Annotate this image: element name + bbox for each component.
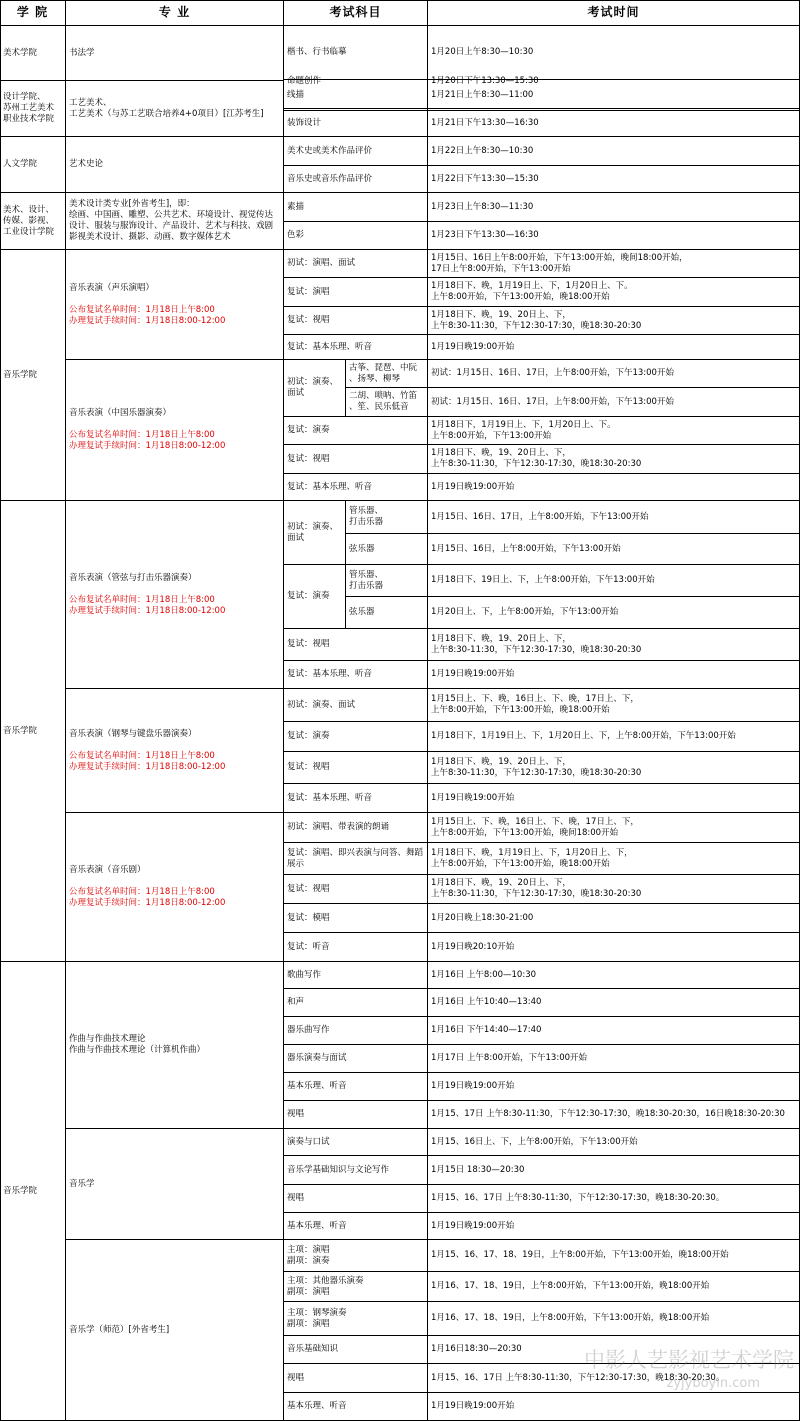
subject-cell: 素描 (284, 193, 428, 222)
time-cell: 1月20日下午13:30—15:30 (428, 54, 800, 109)
time-cell: 1月15日 18:30—20:30 (428, 1156, 800, 1185)
time-cell: 1月18日下、晚，1月19日上、下，1月20日上、下， 上午8:00开始，下午13:00开始，晚18:00开始 (428, 843, 800, 875)
subject-cell: 复试：视唱 (284, 752, 428, 784)
time-cell: 1月20日上、下，上午8:00开始，下午13:00开始 (428, 597, 800, 629)
subject-cell: 复试：演奏 (284, 722, 428, 752)
time-cell: 1月18日下、晚，19、20日上、下， 上午8:30-11:30，下午12:30-17:30，晚18:30-20:30 (428, 752, 800, 784)
time-cell: 1月15、16、17日 上午8:30-11:30，下午12:30-17:30，晚18:30-20:30。 (428, 1185, 800, 1213)
subject-cell: 视唱 (284, 1364, 428, 1393)
time-cell: 1月18日下、晚，19、20日上、下， 上午8:30-11:30，下午12:30-17:30，晚18:30-20:30 (428, 445, 800, 474)
major-cell (66, 360, 284, 501)
time-cell: 1月19日晚19:00开始 (428, 661, 800, 689)
time-cell: 1月18日下，1月19日上、下，1月20日上、下，上午8:00开始，下午13:00开始 (428, 722, 800, 752)
time-cell: 1月18日下、晚，19、20日上、下， 上午8:30-11:30，下午12:30-17:30，晚18:30-20:30 (428, 629, 800, 661)
time-cell: 1月18日下、晚，1月19日上、下，1月20日上、下。 上午8:00开始，下午13:00开始，晚18:00开始 (428, 278, 800, 307)
subject-cell: 古筝、琵琶、中阮 、扬琴、柳琴 (346, 360, 428, 388)
subject-cell: 复试：模唱 (284, 904, 428, 933)
subject-cell: 复试：视唱 (284, 875, 428, 904)
header-college-cell: 学 院 (0, 0, 66, 26)
major-cell: 工艺美术、 工艺美术（与苏工艺联合培养4+0项目）[江苏考生] (66, 81, 284, 137)
time-cell: 1月15日上、下、晚，16日上、下、晚，17日上、下， 上午8:00开始，下午13:00开始，晚间18:00开始 (428, 813, 800, 843)
subject-cell: 初试：演唱、面试 (284, 250, 428, 278)
subject-cell: 复试：基本乐理、听音 (284, 661, 428, 689)
major-cell: 作曲与作曲技术理论 作曲与作曲技术理论（计算机作曲） (66, 962, 284, 1129)
subject-cell: 弦乐器 (346, 534, 428, 565)
retest-notice: 公布复试名单时间：1月18日上午8:00 办理复试手续时间：1月18日8:00-12:00 (69, 887, 226, 908)
subject-cell: 音乐基础知识 (284, 1336, 428, 1364)
subject-cell: 初试：演奏、 面试 (284, 360, 346, 417)
time-cell: 1月16日 下午14:40—17:40 (428, 1017, 800, 1045)
time-cell: 1月20日晚上18:30-21:00 (428, 904, 800, 933)
time-cell: 1月15日、16日、17日，上午8:00开始，下午13:00开始 (428, 501, 800, 534)
subject-cell: 基本乐理、听音 (284, 1073, 428, 1101)
college-cell: 音乐学院 (0, 250, 66, 501)
time-cell: 1月15、17日 上午8:30-11:30，下午12:30-17:30，晚18:30-20:30，16日晚18:30-20:30 (428, 1101, 800, 1129)
subject-cell: 主项：钢琴演奏 副项：演唱 (284, 1302, 428, 1336)
subject-cell: 管乐器、 打击乐器 (346, 501, 428, 534)
time-cell: 1月22日下午13:30—15:30 (428, 166, 800, 193)
subject-cell: 装饰设计 (284, 111, 428, 137)
subject-cell: 歌曲写作 (284, 962, 428, 989)
time-cell: 1月19日晚20:10开始 (428, 933, 800, 962)
major-name: 音乐表演（管弦与打击乐器演奏） (69, 572, 197, 583)
subject-cell: 复试：基本乐理、听音 (284, 335, 428, 360)
time-cell: 1月16、17、18、19日，上午8:00开始，下午13:00开始，晚18:00开始 (428, 1302, 800, 1336)
college-cell: 人文学院 (0, 137, 66, 193)
retest-notice: 公布复试名单时间：1月18日上午8:00 办理复试手续时间：1月18日8:00-12:00 (69, 594, 226, 616)
major-cell: 书法学 (66, 26, 284, 81)
college-cell: 设计学院、 苏州工艺美术 职业技术学院 (0, 81, 66, 137)
header-major-cell: 专 业 (66, 0, 284, 26)
major-cell: 美术设计类专业[外省考生]，即： 绘画、中国画、雕塑、公共艺术、环境设计、视觉传达设计、服装与服饰设计、产品设计、艺术与科技、戏剧影视美术设计、摄影、动画、数字媒体艺术 (66, 193, 284, 250)
subject-cell: 主项：演唱 副项：演奏 (284, 1240, 428, 1272)
subject-cell: 复试：视唱 (284, 629, 428, 661)
major-cell: 音乐学（师范）[外省考生] (66, 1240, 284, 1421)
time-cell: 1月16日18:30—20:30 (428, 1336, 800, 1364)
subject-cell: 弦乐器 (346, 597, 428, 629)
subject-cell: 初试：演唱、带表演的朗诵 (284, 813, 428, 843)
time-cell: 1月17日 上午8:00开始，下午13:00开始 (428, 1045, 800, 1073)
subject-cell: 管乐器、 打击乐器 (346, 565, 428, 597)
subject-cell: 主项：其他器乐演奏 副项：演唱 (284, 1272, 428, 1302)
time-cell: 1月20日上午8:30—10:30 (428, 26, 800, 80)
subject-cell: 视唱 (284, 1185, 428, 1213)
time-cell: 1月15、16、17日 上午8:30-11:30，下午12:30-17:30，晚18:30-20:30。 (428, 1364, 800, 1393)
subject-cell: 美术史或美术作品评价 (284, 137, 428, 166)
header-time-cell: 考试时间 (428, 0, 800, 26)
time-cell: 1月15日、16日上午8:00开始，下午13:00开始，晚间18:00开始， 17日上午8:00开始，下午13:00开始 (428, 250, 800, 278)
college-cell: 音乐学院 (0, 501, 66, 962)
major-name: 音乐表演（中国乐器演奏） (69, 408, 172, 418)
time-cell: 1月19日晚19:00开始 (428, 335, 800, 360)
time-cell: 1月22日上午8:30—10:30 (428, 137, 800, 166)
subject-cell: 器乐曲写作 (284, 1017, 428, 1045)
time-cell: 1月15、16日上、下，上午8:00开始，下午13:00开始 (428, 1129, 800, 1156)
watermark-text: 中影人艺影视艺术学院 (584, 1348, 794, 1372)
subject-cell: 色彩 (284, 222, 428, 250)
time-cell: 1月16、17、18、19日，上午8:00开始，下午13:00开始，晚18:00开始 (428, 1272, 800, 1302)
subject-cell: 复试：演奏 (284, 565, 346, 629)
major-name: 音乐表演（声乐演唱） (69, 282, 155, 293)
subject-cell: 复试：基本乐理、听音 (284, 784, 428, 813)
time-cell: 1月18日下、晚，19、20日上、下， 上午8:30-11:30，下午12:30-17:30，晚18:30-20:30 (428, 307, 800, 335)
major-cell (66, 813, 284, 962)
major-cell (66, 689, 284, 813)
subject-cell: 复试：基本乐理、听音 (284, 474, 428, 501)
subject-cell: 视唱 (284, 1101, 428, 1129)
time-cell: 初试：1月15日、16日、17日，上午8:00开始，下午13:00开始 (428, 388, 800, 417)
time-cell: 1月21日上午8:30—11:00 (428, 81, 800, 111)
major-name: 音乐表演（钢琴与键盘乐器演奏） (69, 728, 197, 739)
time-cell: 1月18日下、19日上、下，上午8:00开始，下午13:00开始 (428, 565, 800, 597)
time-cell: 1月19日晚19:00开始 (428, 474, 800, 501)
retest-notice: 公布复试名单时间：1月18日上午8:00 办理复试手续时间：1月18日8:00-12:00 (69, 430, 226, 451)
watermark-url: zyjyboyin.com (666, 1376, 760, 1391)
time-cell: 1月15、16、17、18、19日，上午8:00开始，下午13:00开始，晚18:00开始 (428, 1240, 800, 1272)
time-cell: 1月16日 上午8:00—10:30 (428, 962, 800, 989)
retest-notice: 公布复试名单时间：1月18日上午8:00 办理复试手续时间：1月18日8:00-12:00 (69, 750, 226, 772)
subject-cell: 复试：演唱 (284, 278, 428, 307)
time-cell: 1月19日晚19:00开始 (428, 1073, 800, 1101)
subject-cell: 演奏与口试 (284, 1129, 428, 1156)
subject-cell: 楷书、行书临摹 (284, 26, 428, 80)
major-cell (66, 501, 284, 689)
retest-notice: 公布复试名单时间：1月18日上午8:00 办理复试手续时间：1月18日8:00-12:00 (69, 304, 226, 326)
subject-cell: 音乐学基础知识与文论写作 (284, 1156, 428, 1185)
subject-cell: 基本乐理、听音 (284, 1393, 428, 1421)
time-cell: 1月18日下，1月19日上、下，1月20日上、下。 上午8:00开始，下午13:00开始 (428, 417, 800, 445)
major-cell: 艺术史论 (66, 137, 284, 193)
subject-cell: 复试：演奏 (284, 417, 428, 445)
time-cell: 1月18日下、晚，19、20日上、下， 上午8:30-11:30，下午12:30-17:30，晚18:30-20:30 (428, 875, 800, 904)
subject-cell: 器乐演奏与面试 (284, 1045, 428, 1073)
subject-cell: 初试：演奏、面试 (284, 689, 428, 722)
subject-cell: 命题创作 (284, 54, 428, 109)
subject-cell: 音乐史或音乐作品评价 (284, 166, 428, 193)
subject-cell: 复试：视唱 (284, 307, 428, 335)
subject-cell: 复试：演唱、即兴表演与问答、舞蹈展示 (284, 843, 428, 875)
college-cell: 音乐学院 (0, 962, 66, 1421)
time-cell: 1月21日下午13:30—16:30 (428, 111, 800, 137)
time-cell: 1月23日下午13:30—16:30 (428, 222, 800, 250)
time-cell: 1月19日晚19:00开始 (428, 1213, 800, 1240)
subject-cell: 基本乐理、听音 (284, 1213, 428, 1240)
time-cell: 1月15日上、下、晚，16日上、下、晚，17日上、下， 上午8:00开始，下午13:00开始，晚18:00开始 (428, 689, 800, 722)
subject-cell: 和声 (284, 989, 428, 1017)
header-subject-cell: 考试科目 (284, 0, 428, 26)
subject-cell: 二胡、唢呐、竹笛 、笙、民乐低音 (346, 388, 428, 417)
time-cell: 1月23日上午8:30—11:30 (428, 193, 800, 222)
college-cell: 美术学院 (0, 26, 66, 81)
major-cell (66, 250, 284, 360)
time-cell: 1月19日晚19:00开始 (428, 1393, 800, 1421)
subject-cell: 复试：听音 (284, 933, 428, 962)
subject-cell: 线描 (284, 81, 428, 111)
subject-cell: 复试：视唱 (284, 445, 428, 474)
time-cell: 1月19日晚19:00开始 (428, 784, 800, 813)
college-cell: 美术、设计、 传媒、影视、 工业设计学院 (0, 193, 66, 250)
time-cell: 1月15日、16日，上午8:00开始，下午13:00开始 (428, 534, 800, 565)
major-name: 音乐表演（音乐剧） (69, 865, 146, 875)
major-cell: 音乐学 (66, 1129, 284, 1240)
subject-cell: 初试：演奏、 面试 (284, 501, 346, 565)
time-cell: 初试：1月15日、16日、17日，上午8:00开始，下午13:00开始 (428, 360, 800, 388)
time-cell: 1月16日 上午10:40—13:40 (428, 989, 800, 1017)
